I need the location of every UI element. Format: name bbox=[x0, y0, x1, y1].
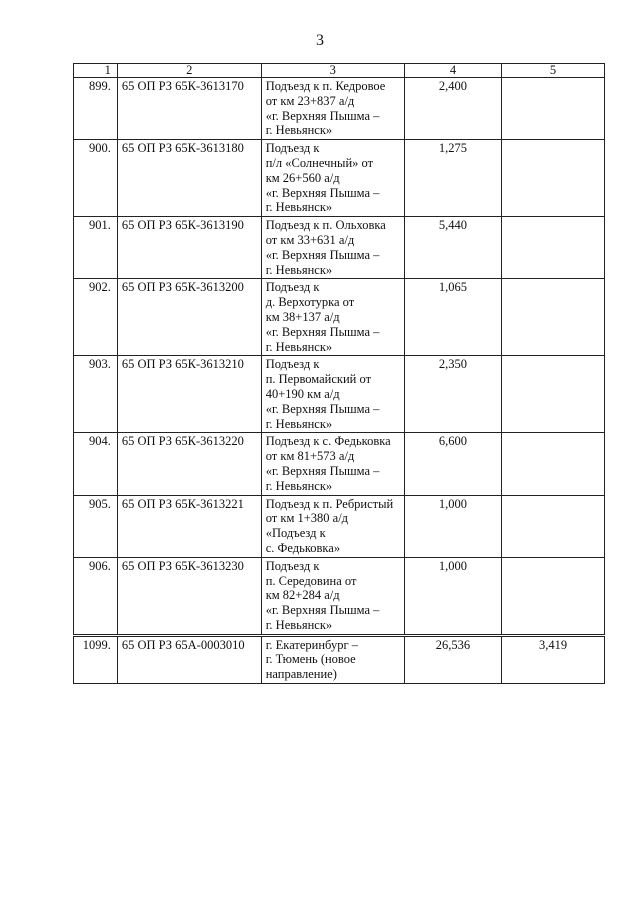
road-name-line: г. Невьянск» bbox=[265, 416, 333, 431]
road-name-cell bbox=[261, 433, 404, 495]
length-cell: 6,600 bbox=[404, 433, 501, 495]
road-code-cell: 65 ОП РЗ 65К-3613170 bbox=[117, 78, 261, 140]
length-cell: 2,400 bbox=[404, 78, 501, 140]
row-number-cell: 1099. bbox=[74, 635, 118, 683]
road-name-line: с. Федьковка» bbox=[265, 540, 341, 555]
table-row bbox=[74, 557, 605, 635]
header-col-1: 1 bbox=[74, 64, 118, 78]
road-name-line: г. Невьянск» bbox=[265, 123, 333, 138]
table-row bbox=[74, 279, 605, 356]
road-code-cell: 65 ОП РЗ 65К-3613210 bbox=[117, 356, 261, 433]
road-name-line: «г. Верхняя Пышма – bbox=[265, 247, 380, 262]
row-number-cell: 903. bbox=[74, 356, 118, 433]
road-name-line: Подъезд к п. Кедровое bbox=[265, 79, 386, 93]
road-name-line: п/л «Солнечный» от bbox=[265, 155, 374, 170]
road-name-line: от км 23+837 а/д bbox=[265, 93, 355, 108]
road-code-cell: 65 ОП РЗ 65К-3613180 bbox=[117, 140, 261, 217]
road-code-cell: 65 ОП РЗ 65А-0003010 bbox=[117, 635, 261, 683]
table-row bbox=[74, 78, 605, 140]
length-cell: 1,000 bbox=[404, 557, 501, 635]
road-name-line: п. Середовина от bbox=[265, 573, 357, 588]
road-name-line: д. Верхотурка от bbox=[265, 295, 355, 310]
road-name-line: Подъезд к bbox=[265, 280, 320, 295]
table-body bbox=[74, 78, 605, 684]
extra-value-cell: 3,419 bbox=[502, 635, 605, 683]
header-col-2: 2 bbox=[117, 64, 261, 78]
road-name-line: г. Невьянск» bbox=[265, 339, 333, 354]
row-number-cell: 906. bbox=[74, 557, 118, 635]
extra-value-cell bbox=[502, 140, 605, 217]
road-name-line: «г. Верхняя Пышма – bbox=[265, 463, 380, 478]
road-name-cell bbox=[261, 356, 404, 433]
row-number-cell: 902. bbox=[74, 279, 118, 356]
road-name-line: «г. Верхняя Пышма – bbox=[265, 108, 380, 123]
road-name-line: 40+190 км а/д bbox=[265, 386, 340, 401]
table-row bbox=[74, 356, 605, 433]
road-name-line: Подъезд к bbox=[265, 357, 320, 372]
roads-table bbox=[73, 63, 605, 684]
road-name-line: Подъезд к bbox=[265, 141, 320, 156]
row-number-cell: 905. bbox=[74, 495, 118, 557]
road-name-line: Подъезд к п. Ребристый bbox=[265, 496, 394, 511]
header-col-5: 5 bbox=[502, 64, 605, 78]
extra-value-cell bbox=[502, 433, 605, 495]
length-cell: 5,440 bbox=[404, 217, 501, 279]
road-name-cell bbox=[261, 217, 404, 279]
road-name-line: от км 33+631 а/д bbox=[265, 232, 355, 247]
page-number: 3 bbox=[316, 32, 324, 49]
length-cell: 1,275 bbox=[404, 140, 501, 217]
length-cell: 26,536 bbox=[404, 635, 501, 683]
header-col-4: 4 bbox=[404, 64, 501, 78]
road-name-line: г. Тюмень (новое bbox=[265, 652, 356, 667]
table-row bbox=[74, 433, 605, 495]
road-name-line: г. Невьянск» bbox=[265, 200, 333, 215]
table-row bbox=[74, 140, 605, 217]
extra-value-cell bbox=[502, 557, 605, 635]
road-code-cell: 65 ОП РЗ 65К-3613221 bbox=[117, 495, 261, 557]
row-number-cell: 900. bbox=[74, 140, 118, 217]
road-name-line: г. Невьянск» bbox=[265, 262, 333, 277]
length-cell: 2,350 bbox=[404, 356, 501, 433]
road-name-line: от км 1+380 а/д bbox=[265, 511, 349, 526]
table-row bbox=[74, 635, 605, 683]
road-name-cell bbox=[261, 279, 404, 356]
road-name-cell bbox=[261, 495, 404, 557]
length-cell: 1,000 bbox=[404, 495, 501, 557]
road-code-cell: 65 ОП РЗ 65К-3613220 bbox=[117, 433, 261, 495]
road-name-line: г. Екатеринбург – bbox=[265, 637, 358, 652]
road-name-line: г. Невьянск» bbox=[265, 617, 333, 632]
road-name-line: «г. Верхняя Пышма – bbox=[265, 324, 380, 339]
road-name-line: Подъезд к bbox=[265, 558, 320, 573]
table-header-row bbox=[74, 64, 605, 78]
road-code-cell: 65 ОП РЗ 65К-3613230 bbox=[117, 557, 261, 635]
road-name-line: км 38+137 а/д bbox=[265, 309, 340, 324]
road-name-line: «Подъезд к bbox=[265, 526, 326, 541]
road-name-cell bbox=[261, 78, 404, 140]
road-name-line: «г. Верхняя Пышма – bbox=[265, 401, 380, 416]
road-name-line: км 82+284 а/д bbox=[265, 588, 340, 603]
table-row bbox=[74, 217, 605, 279]
extra-value-cell bbox=[502, 279, 605, 356]
extra-value-cell bbox=[502, 495, 605, 557]
road-name-line: «г. Верхняя Пышма – bbox=[265, 185, 380, 200]
road-code-cell: 65 ОП РЗ 65К-3613200 bbox=[117, 279, 261, 356]
extra-value-cell bbox=[502, 217, 605, 279]
road-name-line: Подъезд к с. Федьковка bbox=[265, 434, 391, 449]
road-name-cell bbox=[261, 557, 404, 635]
road-name-line: п. Первомайский от bbox=[265, 372, 372, 387]
road-name-line: «г. Верхняя Пышма – bbox=[265, 603, 380, 618]
extra-value-cell bbox=[502, 78, 605, 140]
row-number-cell: 904. bbox=[74, 433, 118, 495]
road-name-line: г. Невьянск» bbox=[265, 478, 333, 493]
extra-value-cell bbox=[502, 356, 605, 433]
header-col-3: 3 bbox=[261, 64, 404, 78]
row-number-cell: 901. bbox=[74, 217, 118, 279]
road-name-cell bbox=[261, 140, 404, 217]
length-cell: 1,065 bbox=[404, 279, 501, 356]
table-row bbox=[74, 495, 605, 557]
road-name-line: км 26+560 а/д bbox=[265, 170, 340, 185]
road-name-cell bbox=[261, 635, 404, 683]
road-code-cell: 65 ОП РЗ 65К-3613190 bbox=[117, 217, 261, 279]
road-name-line: от км 81+573 а/д bbox=[265, 449, 355, 464]
road-name-line: Подъезд к п. Ольховка bbox=[265, 218, 386, 233]
row-number-cell: 899. bbox=[74, 78, 118, 140]
road-name-line: направление) bbox=[265, 667, 337, 682]
